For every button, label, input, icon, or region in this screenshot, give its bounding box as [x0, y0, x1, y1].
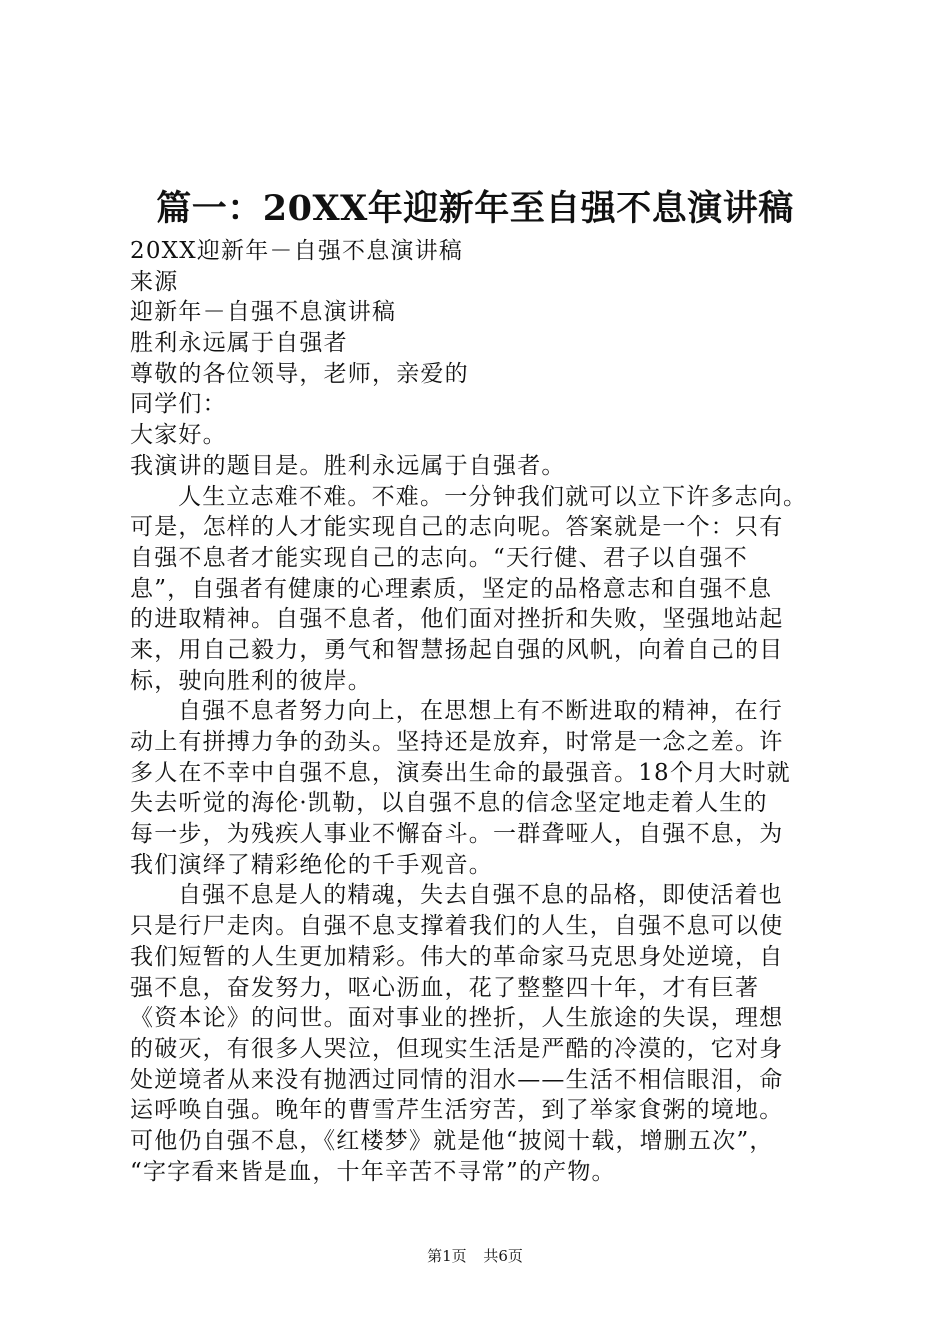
- text-line: 迎新年－自强不息演讲稿: [130, 299, 397, 326]
- text-line: 处逆境者从来没有抛洒过同情的泪水——生活不相信眼泪，命: [130, 1066, 784, 1093]
- text-line: 息”，自强者有健康的心理素质，坚定的品格意志和自强不息: [130, 575, 773, 602]
- page-total: 共6页: [483, 1247, 523, 1265]
- text-line: 动上有拼搏力争的劲头。坚持还是放弃，时常是一念之差。许: [130, 729, 784, 755]
- text-line: 每一步，为残疾人事业不懈奋斗。一群聋哑人，自强不息，为: [130, 821, 784, 848]
- document-title: 篇一：20XX年迎新年至自强不息演讲稿: [156, 188, 794, 229]
- text-line: 只是行尸走肉。自强不息支撑着我们的人生，自强不息可以使: [130, 913, 784, 940]
- text-line: 强不息，奋发努力，呕心沥血，花了整整四十年，才有巨著: [130, 974, 760, 1001]
- paragraph-start-line: 自强不息者努力向上，在思想上有不断进取的精神，在行: [178, 698, 783, 725]
- page-number: 第1页: [427, 1247, 467, 1265]
- text-line: 标，驶向胜利的彼岸。: [130, 667, 372, 694]
- text-line: 我们演绎了精彩绝伦的千手观音。: [130, 851, 493, 878]
- page-footer: [0, 1246, 950, 1266]
- text-line: 来，用自己毅力，勇气和智慧扬起自强的风帆，向着自己的目: [130, 636, 784, 663]
- text-line: 同学们：: [130, 391, 227, 418]
- text-line: 可是，怎样的人才能实现自己的志向呢。答案就是一个：只有: [130, 514, 784, 541]
- text-line: 多人在不幸中自强不息，演奏出生命的最强音。18个月大时就: [130, 759, 791, 786]
- text-line: 胜利永远属于自强者: [130, 330, 348, 357]
- text-line: 的破灭，有很多人哭泣，但现实生活是严酷的冷漠的，它对身: [130, 1035, 784, 1062]
- text-line: 自强不息者才能实现自己的志向。“天行健、君子以自强不: [130, 544, 748, 571]
- text-line: 《资本论》的问世。面对事业的挫折，人生旅途的失误，理想: [130, 1005, 784, 1032]
- text-line: 我们短暂的人生更加精彩。伟大的革命家马克思身处逆境，自: [130, 943, 784, 970]
- text-line: 运呼唤自强。晚年的曹雪芹生活穷苦，到了举家食粥的境地。: [130, 1097, 784, 1124]
- document-body: [130, 236, 830, 1187]
- text-line: “字字看来皆是血，十年辛苦不寻常”的产物。: [130, 1158, 616, 1185]
- text-line: 可他仍自强不息，《红楼梦》就是他“披阅十载，增删五次”，: [130, 1127, 774, 1154]
- text-line: 的进取精神。自强不息者，他们面对挫折和失败，坚强地站起: [130, 606, 784, 633]
- paragraph-start-line: 人生立志难不难。不难。一分钟我们就可以立下许多志向。: [178, 483, 808, 510]
- text-line: 我演讲的题目是。胜利永远属于自强者。: [130, 452, 566, 479]
- text-line: 来源: [130, 268, 179, 295]
- text-line: 20XX迎新年－自强不息演讲稿: [130, 238, 464, 264]
- paragraph-start-line: 自强不息是人的精魂，失去自强不息的品格，即使活着也: [178, 882, 783, 909]
- text-line: 尊敬的各位领导，老师，亲爱的: [130, 360, 469, 387]
- text-line: 失去听觉的海伦·凯勒，以自强不息的信念坚定地走着人生的: [130, 790, 768, 817]
- text-line: 大家好。: [130, 422, 227, 449]
